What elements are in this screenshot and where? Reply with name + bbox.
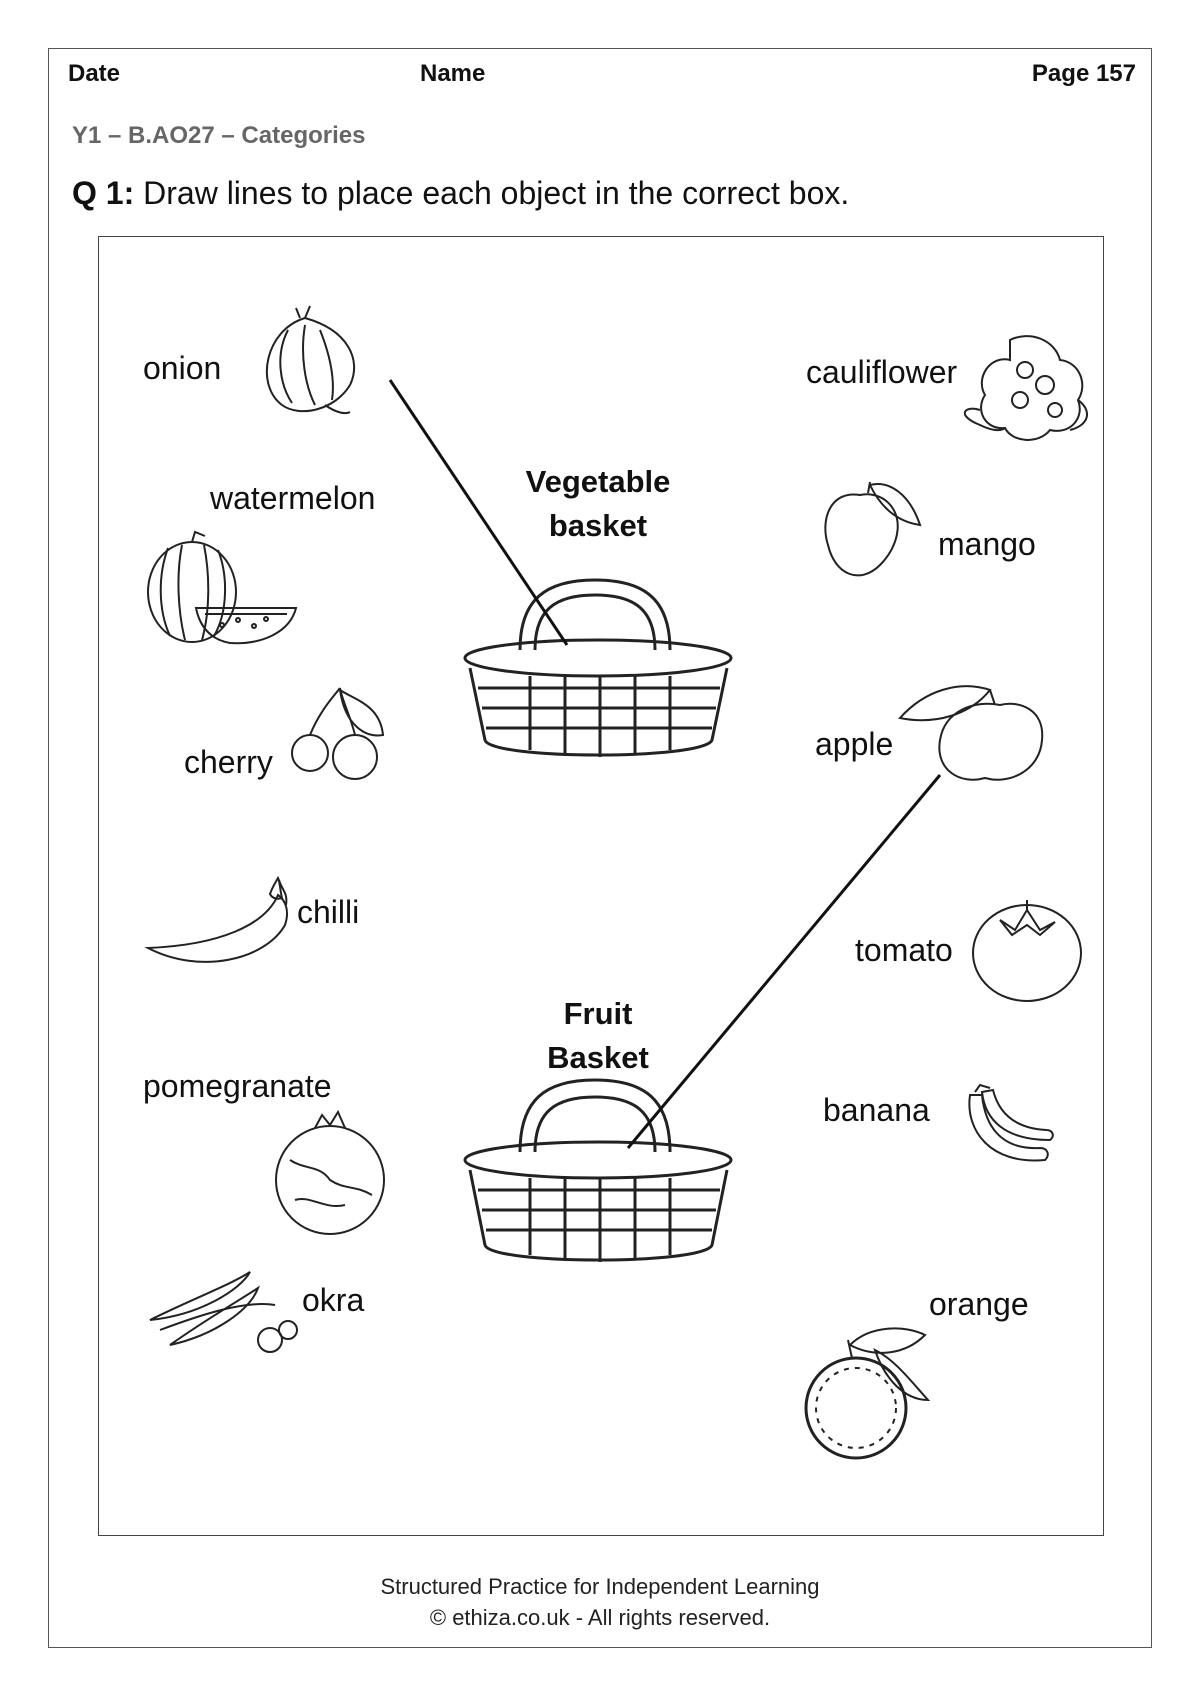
footer-line1: Structured Practice for Independent Learning (380, 1574, 820, 1599)
connector-line-onion (390, 380, 567, 645)
question-text: Draw lines to place each object in the correct box. (143, 175, 850, 211)
vegetable-basket-icon (465, 580, 731, 757)
item-label-cauliflower: cauliflower (806, 354, 958, 390)
okra-icon (150, 1272, 297, 1352)
item-label-onion: onion (143, 350, 222, 386)
banana-icon (969, 1085, 1052, 1160)
item-label-mango: mango (938, 526, 1036, 562)
item-label-pomegranate: pomegranate (143, 1068, 332, 1104)
date-label: Date (68, 60, 121, 87)
item-label-watermelon: watermelon (210, 480, 376, 516)
onion-icon (267, 306, 354, 413)
orange-icon (806, 1328, 928, 1458)
vegetable-title-line2: basket (548, 508, 648, 543)
fruit-title-line2: Basket (547, 1040, 649, 1075)
pomegranate-icon (276, 1112, 384, 1234)
worksheet-code: Y1 – B.AO27 – Categories (72, 122, 366, 149)
item-label-chilli: chilli (297, 894, 360, 930)
item-label-cherry: cherry (184, 744, 273, 780)
vegetable-title-line1: Vegetable (525, 464, 671, 499)
footer-line2: © ethiza.co.uk - All rights reserved. (429, 1605, 771, 1630)
item-label-apple: apple (815, 726, 894, 762)
chilli-icon (148, 878, 287, 962)
fruit-title-line1: Fruit (563, 996, 633, 1031)
item-label-tomato: tomato (855, 932, 953, 968)
cherry-icon (292, 688, 383, 779)
item-label-banana: banana (823, 1092, 930, 1128)
question-number: Q 1: (72, 175, 135, 211)
fruit-basket-icon (465, 1080, 731, 1262)
apple-icon (900, 686, 1042, 779)
tomato-icon (973, 900, 1081, 1001)
item-label-orange: orange (929, 1286, 1029, 1322)
item-label-okra: okra (302, 1282, 365, 1318)
cauliflower-icon (965, 336, 1087, 440)
watermelon-icon (148, 532, 296, 643)
connector-line-apple (628, 775, 940, 1148)
page-number: Page 157 (1031, 60, 1136, 87)
name-label: Name (420, 60, 486, 87)
mango-icon (825, 482, 920, 575)
